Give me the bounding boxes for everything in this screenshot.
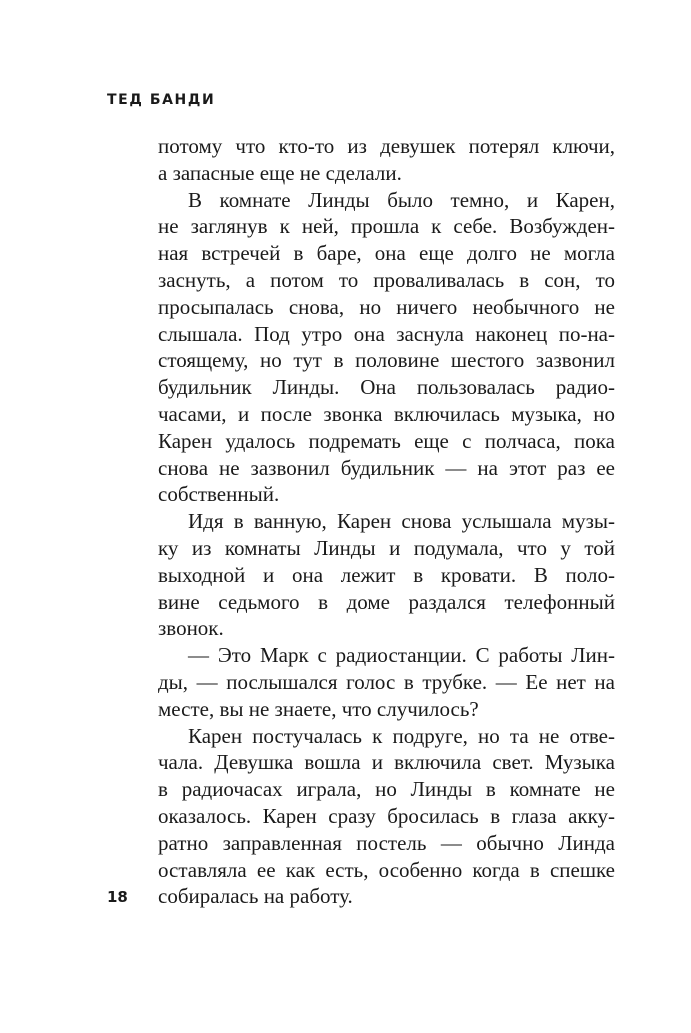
text-line: ная встречей в баре, она еще долго не могла — [158, 241, 615, 266]
text-line: часами, и после звонка включилась музыка, но — [158, 401, 615, 426]
text-line: слышала. Под утро она заснула наконец по-на- — [158, 321, 615, 346]
text-line: собиралась на работу. — [158, 884, 353, 909]
text-line: потому что кто-то из девушек потерял ключи, — [158, 134, 615, 158]
text-line: ды, — послышался голос в трубке. — Ее нет на — [158, 669, 615, 694]
text-line: звонок. — [158, 616, 224, 641]
text-line: снова не зазвонил будильник — на этот раз ее — [158, 455, 615, 480]
text-line: просыпалась снова, но ничего необычного не — [158, 294, 615, 319]
text-line: в радиочасах играла, но Линды в комнате не — [158, 777, 615, 802]
text-line: — Это Марк с радиостанции. С работы Лин- — [188, 643, 615, 668]
text-line: чала. Девушка вошла и включила свет. Музыка — [158, 750, 615, 775]
text-line: ратно заправленная постель — обычно Линда — [158, 830, 615, 855]
text-line: Идя в ванную, Карен снова услышала музы- — [188, 509, 615, 534]
body-text — [158, 133, 615, 910]
text-line: Карен удалось подремать еще с полчаса, пока — [158, 428, 615, 453]
text-line: собственный. — [158, 482, 280, 507]
text-line: вине седьмого в доме раздался телефонный — [158, 589, 615, 614]
text-line: а запасные еще не сделали. — [158, 160, 402, 185]
text-line: оказалось. Карен сразу бросилась в глаза акку- — [158, 803, 615, 828]
text-line: будильник Линды. Она пользовалась радио- — [158, 375, 615, 400]
text-line: не заглянув к ней, прошла к себе. Возбужден- — [158, 214, 615, 239]
text-line: оставляла ее как есть, особенно когда в спешке — [158, 857, 615, 882]
text-line: заснуть, а потом то проваливалась в сон, то — [158, 267, 615, 292]
text-line: стоящему, но тут в половине шестого зазвонил — [158, 348, 615, 373]
text-line: ку из комнаты Линды и подумала, что у той — [158, 535, 615, 560]
page-number: 18 — [107, 888, 128, 906]
text-line: Карен постучалась к подруге, но та не отве- — [188, 723, 615, 748]
text-line: В комнате Линды было темно, и Карен, — [188, 187, 615, 212]
text-line: выходной и она лежит в кровати. В поло- — [158, 562, 615, 587]
text-line: месте, вы не знаете, что случилось? — [158, 696, 479, 721]
running-head: ТЕД БАНДИ — [107, 92, 216, 108]
